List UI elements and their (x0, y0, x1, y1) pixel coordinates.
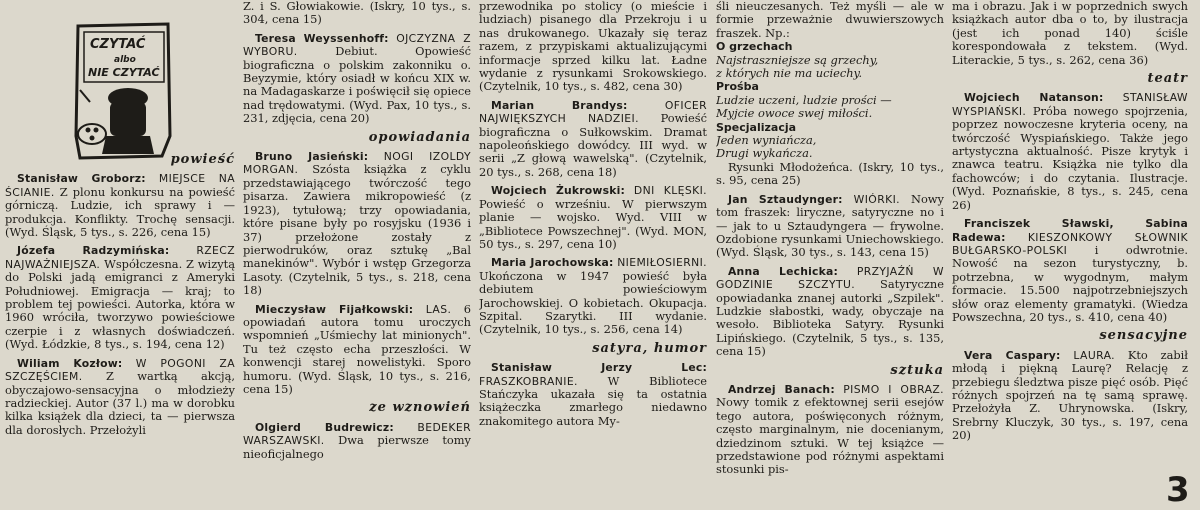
entry-body: Z plonu konkursu na powieść górniczą. Ludzie, ich sprawy i — produkcja. Konflikty. Trochę sensacji. (5, 184, 235, 226)
entry-publication: (Wyd. Śląsk, 5 tys., s. 226, cena 15) (5, 225, 211, 240)
entry-author: Wojciech Natanson: (964, 91, 1104, 105)
entry-publication: (Wyd. Łódzkie, 8 tys., s. 194, cena 12) (5, 337, 225, 352)
review-entry (716, 383, 944, 477)
entry-body: Debiut. Opowieść biograficzna o polskim zakonniku o. Beyzymie, który osiadł w końcu XIX w. na Madagaskarze i poświęcił się opiece nad trędowatymi. (243, 44, 471, 112)
review-entry (479, 184, 707, 251)
review-entry (479, 361, 707, 428)
entry-title: OJCZYZNA Z WYBORU. (243, 31, 471, 59)
entry-title: DNI KLĘSKI. (633, 184, 707, 198)
logo-line-1: CZYTAĆ (90, 37, 146, 52)
review-entry (243, 303, 471, 397)
entry-body: Powieść o wrześniu. W pierwszym planie — wojsko. Wyd. VIII w „Bibliotece Powszechnej". (479, 196, 707, 238)
entry-body: Z wartką akcją, obyczajowo-sensacyjna o młodzieży radzieckiej. Autor (37 l.) ma w dorobku kilka książek dla dzieci, ta — pierwsza dla dorosłych. Przełożyli (5, 369, 235, 437)
entry-title: STANISŁAW WYSPIAŃSKI. (952, 91, 1188, 118)
column-2 (243, 0, 471, 499)
entry-title: OFICER NAJWIĘKSZYCH NADZIEI. (479, 98, 707, 126)
review-entry (952, 91, 1188, 212)
review-entry (952, 217, 1188, 324)
section-heading-sztuka: sztuka (890, 362, 944, 378)
entry-title: KIESZONKOWY SŁOWNIK BUŁGARSKO-POLSKI (952, 230, 1188, 257)
review-entry (5, 357, 235, 437)
review-entry (479, 99, 707, 179)
entry-publication: (Czytelnik, 10 tys., s. 256, cena 14) (479, 322, 683, 337)
entry-title: WIÓRKI. (853, 192, 900, 206)
epigram-line: Jeden wyniańcza, (716, 133, 817, 148)
entry-publication: (Wyd. Pax, 10 tys., s. 231, zdjęcia, cena 20) (243, 97, 471, 126)
review-entry (716, 193, 944, 260)
entry-title: NOGI IZOLDY MORGAN. (243, 150, 471, 177)
entry-title: BEDEKER WARSZAWSKI. (243, 420, 471, 448)
entry-title: RZECZ NAJWAŻNIEJSZA. (5, 244, 235, 271)
review-entry (716, 265, 944, 359)
entry-continuation: ma i obrazu. Jak i w poprzednich swych książkach autor dba o to, by ilustracja (jest ich ponad 140) ściśle korespondowała z tekstem. (Wyd. Literackie, 5 tys., s. 262, cena 36) (952, 0, 1188, 67)
entry-publication: (Wyd. Śląsk, 30 tys., s. 143, cena 15) (716, 245, 929, 260)
section-heading-opowiadania: opowiadania (368, 129, 471, 145)
entry-author: Wiliam Kozłow: (17, 356, 123, 370)
entry-publication: (Czytelnik, 20 tys., s. 268, cena 18) (479, 151, 707, 179)
entry-title: LAS. (425, 302, 452, 316)
entry-body: Szósta książka z cyklu przedstawiającego twórczość tego pisarza. Zawiera mikropowieść (z 1923), tytułową; trzy opowiadania, które pisane były po rosyjsku (1936 i 37) przełożone zostały z pierwodruków, oraz sztukę „Bal manekinów". Wybór i wstęp Grzegorza Lasoty. (243, 162, 471, 284)
entry-title: FRASZKOBRANIE. (479, 374, 578, 388)
entry-body: 6 opowiadań autora tomu uroczych wspomnień „Uśmiechy lat minionych". Tu też często echa przeszłości. W konwencji starej nowelistyki. Sporo humoru. (243, 301, 471, 383)
section-heading-satyra-humor: satyra, humor (592, 340, 707, 356)
entry-author: Stanisław Groborz: (17, 172, 146, 186)
entry-body: Współczesna. Z wizytą do Polski jadą emigranci z Ameryki Południowej. Emigracja — kraj; to problem tej powieści. Autorka, która w 1960 wróciła, tworzywo powieściowe czerpie i z własnych doświadczeń. (5, 256, 235, 338)
logo-line-3: NIE CZYTAĆ (88, 66, 160, 79)
column-5 (952, 0, 1188, 499)
logo-line-2: albo (114, 55, 136, 65)
entry-body: Próba nowego spojrzenia, poprzez nowoczesne kryteria oceny, na twórczość Wyspiańskiego. Także jego artystyczna aktualność. Pisze krytyk i znawca teatru. Książka nie tylko dla fachowców; i do czytania. Ilustracje. (952, 103, 1188, 185)
entry-publication: (Wiedza Powszechna, 20 tys., s. 410, cena 40) (952, 296, 1188, 324)
entry-title: W POGONI ZA SZCZĘŚCIEM. (5, 356, 235, 384)
section-heading-sensacyjne: sensacyjne (1099, 328, 1188, 344)
entry-continuation: przewodnika po stolicy (o mieście i ludziach) pisanego dla Przekroju i u nas drukowanego. Ukazały się teraz razem, z przypiskami aktualizującymi informacje sprzed kilku lat. Ładne wydanie z rysunkami Srokowskiego. (Czytelnik, 10 tys., s. 482, cena 30) (479, 0, 707, 94)
entry-author: Vera Caspary: (964, 348, 1061, 362)
entry-continuation: Z. i S. Głowiakowie. (Iskry, 10 tys., s. 304, cena 15) (243, 0, 471, 27)
epigram-line: Najstraszniejsze są grzechy, (716, 52, 879, 67)
epigram-title: Specjalizacja (716, 120, 797, 134)
entry-author: Józefa Radzymińska: (17, 244, 170, 258)
entry-body: Nowy tom fraszek: liryczne, satyryczne no i — jak to u Sztaudyngera — frywolne. Ozdobione rysunkami Uniechowskiego. (716, 191, 944, 246)
column-4 (716, 0, 944, 499)
entry-publication: (Czytelnik, 5 tys., s. 218, cena 18) (243, 269, 471, 298)
epigram-title: O grzechach (716, 40, 793, 54)
entry-author: Bruno Jasieński: (255, 150, 369, 164)
entry-publication: (Wyd. MON, 50 tys., s. 297, cena 10) (479, 223, 707, 251)
epigram-line: Drugi wykańcza. (716, 146, 813, 161)
entry-title: PISMO I OBRAZ. (843, 382, 944, 396)
entry-author: Andrzej Banach: (728, 382, 835, 396)
entry-author: Mieczysław Fijałkowski: (255, 302, 414, 316)
entry-publication: (Wyd. Poznańskie, 8 tys., s. 245, cena 26) (952, 184, 1188, 212)
entry-publication: Rysunki Młodożeńca. (Iskry, 10 tys., s. 95, cena 25) (716, 159, 944, 188)
epigram-title: Prośba (716, 80, 759, 94)
entry-continuation: śli nieuczesanych. Też myśli — ale w formie przeważnie dwuwierszowych fraszek. Np.: (716, 0, 944, 40)
entry-body: i odwrotnie. Nowość na sezon turystyczny, b. potrzebna, w wygodnym, małym formacie. 15.500 najpotrzebniejszych słów oraz elementy gramatyki. (952, 242, 1188, 311)
section-heading-powiesc: powieść (170, 152, 235, 167)
section-heading-ze-wznowien: ze wznowień (369, 400, 471, 416)
entry-author: Anna Lechicka: (728, 264, 838, 278)
review-entry (5, 244, 235, 351)
entry-author: Marian Brandys: (491, 98, 628, 112)
entry-author: Wojciech Żukrowski: (491, 184, 625, 198)
entry-body: Satyryczne opowiadanka znanej autorki „Szpilek". Ludzkie słabostki, wady, obyczaje na wesoło. Biblioteka Satyry. Rysunki Lipińskiego. (716, 277, 944, 345)
review-entry (952, 349, 1188, 443)
entry-body: Ukończona w 1947 powieść była debiutem powieściowym Jarochowskiej. O kobietach. Okupacja. Szpital. Szarytki. III wydanie. (479, 268, 707, 323)
entry-body: Powieść biograficzna o Sułkowskim. Dramat napoleońskiego dowódcy. III wyd. w serii „Z głową wawelską". (479, 111, 707, 166)
review-entry (243, 32, 471, 126)
review-entry (479, 256, 707, 336)
entry-publication: (Wyd. Śląsk, 10 tys., s. 216, cena 15) (243, 368, 471, 396)
entry-author: Jan Sztaudynger: (728, 192, 843, 206)
entry-author: Maria Jarochowska: (491, 256, 614, 270)
epigram-line: Ludzie uczeni, ludzie prości — (716, 92, 892, 107)
epigram-line: z których nie ma uciechy. (716, 66, 863, 81)
section-heading-teatr: teatr (1147, 71, 1188, 87)
review-entry (5, 172, 235, 239)
entry-title: PRZYJAŹŃ W GODZINIE SZCZYTU. (716, 264, 944, 292)
entry-author: Franciszek Sławski, Sabina Radewa: (952, 217, 1188, 244)
entry-body: W Bibliotece Stańczyka ukazała się ta ostatnia książeczka zmarłego niedawno znakomitego autora My- (479, 373, 707, 428)
entry-author: Stanisław Jerzy Lec: (491, 361, 707, 375)
entry-title: LAURA. (1073, 348, 1116, 362)
epigram-line: Myjcie owoce swej miłości. (716, 106, 873, 121)
entry-body: Kto zabił młodą i piękną Laurę? Relację z przebiegu śledztwa pisze pięć osób. Pięć różnych spojrzeń na tę samą sprawę. Przełożyła Z. Uhrynowska. (952, 347, 1188, 416)
entry-body: Nowy tomik z efektownej serii esejów tego autora, poświęconych różnym, często marginalnym, nie docenianym, dziedzinom sztuki. W tej książce — przedstawione pod różnymi aspektami stosunki pis- (716, 395, 944, 477)
entry-author: Olgierd Budrewicz: (255, 420, 394, 434)
column-3 (479, 0, 707, 499)
entry-body: Dwa pierwsze tomy nieoficjalnego (243, 433, 471, 461)
review-entry (243, 421, 471, 461)
entry-publication: (Czytelnik, 5 tys., s. 135, cena 15) (716, 330, 944, 359)
page-number: 3 (1166, 470, 1190, 510)
entry-publication: (Iskry, Srebrny Kluczyk, 30 tys., s. 197, cena 20) (952, 401, 1188, 443)
entry-title: NIEMIŁOSIERNI. (617, 256, 707, 270)
entry-author: Teresa Weyssenhoff: (255, 31, 389, 45)
review-entry (243, 150, 471, 297)
column-1 (5, 0, 235, 499)
entry-title: MIEJSCE NA ŚCIANIE. (5, 172, 235, 199)
